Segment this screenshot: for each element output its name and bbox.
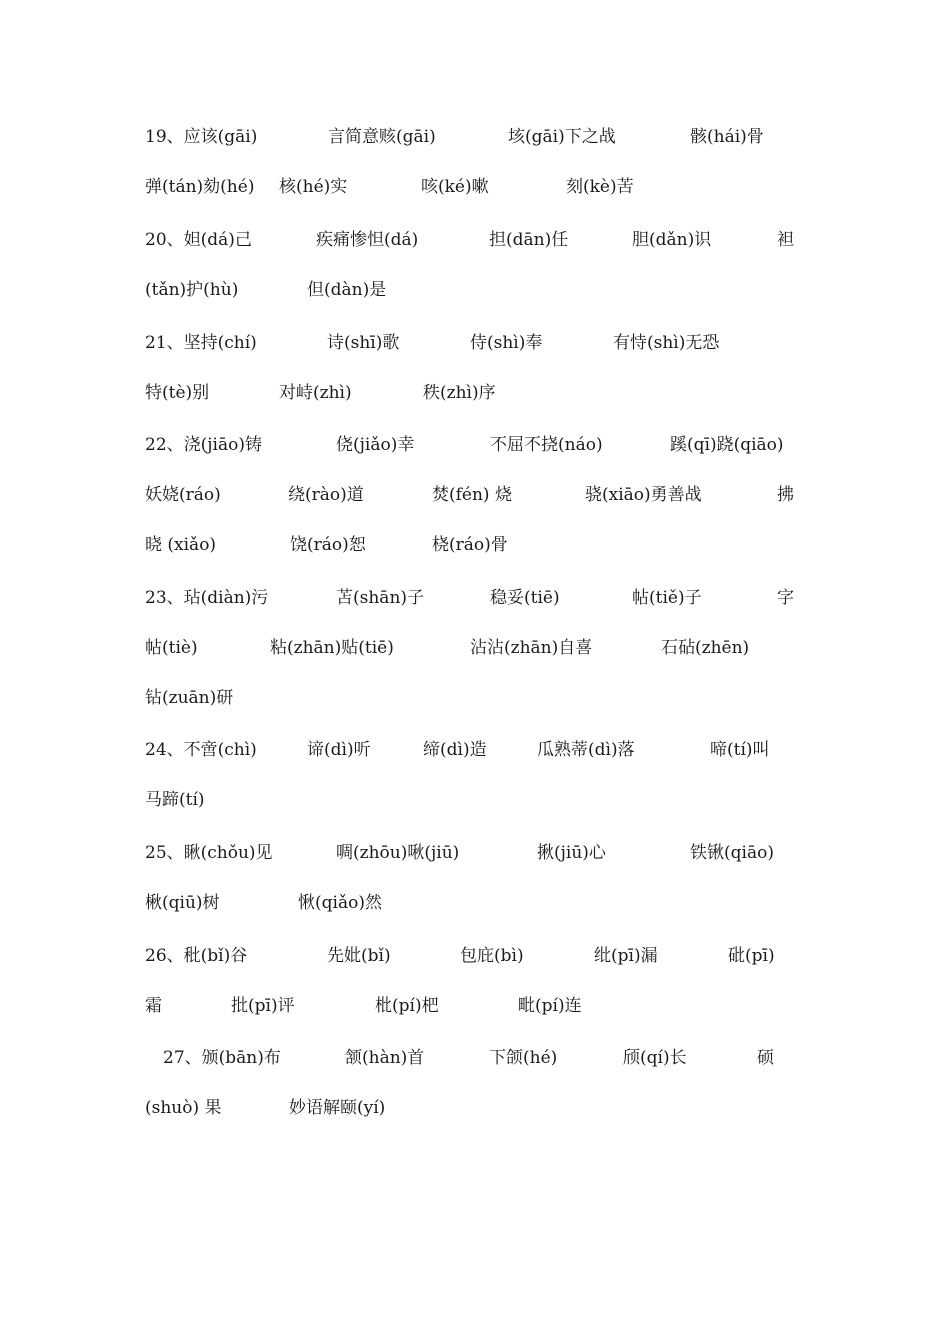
pinyin-entry: 骁(xiāo)勇善战 (585, 485, 702, 505)
pinyin-entry: (shuò) 果 (145, 1098, 222, 1118)
pinyin-entry: 19、应该(gāi) (145, 127, 258, 147)
pinyin-entry: 21、坚持(chí) (145, 333, 257, 353)
text-line (0, 225, 950, 255)
text-line (0, 1093, 950, 1123)
pinyin-entry: 担(dān)任 (489, 230, 569, 250)
pinyin-entry: 下颌(hé) (489, 1048, 558, 1068)
text-line (0, 430, 950, 460)
pinyin-entry: 27、颁(bān)布 (163, 1048, 281, 1068)
pinyin-entry: 稳妥(tiē) (490, 588, 560, 608)
text-line (0, 1043, 950, 1073)
text-line (0, 172, 950, 202)
pinyin-entry: 侥(jiǎo)幸 (336, 435, 415, 455)
pinyin-entry: 帖(tiè) (145, 638, 198, 658)
pinyin-entry: 枇(pí)杷 (375, 996, 439, 1016)
pinyin-entry: 秩(zhì)序 (423, 383, 496, 403)
pinyin-entry: 26、秕(bǐ)谷 (145, 946, 248, 966)
pinyin-entry: 袒 (777, 230, 794, 250)
text-line (0, 991, 950, 1021)
pinyin-entry: 霜 (145, 996, 162, 1016)
pinyin-entry: 蹊(qī)跷(qiāo) (670, 435, 784, 455)
pinyin-entry: 不屈不挠(náo) (490, 435, 603, 455)
pinyin-entry: 先妣(bǐ) (327, 946, 391, 966)
pinyin-entry: 胆(dǎn)识 (632, 230, 712, 250)
pinyin-entry: 批(pī)评 (231, 996, 295, 1016)
pinyin-entry: 特(tè)别 (145, 383, 210, 403)
pinyin-entry: 焚(fén) 烧 (432, 485, 512, 505)
pinyin-entry: 饶(ráo)恕 (290, 535, 366, 555)
pinyin-entry: 垓(gāi)下之战 (508, 127, 616, 147)
pinyin-entry: 砒(pī) (728, 946, 775, 966)
pinyin-entry: 颔(hàn)首 (345, 1048, 425, 1068)
text-line (0, 583, 950, 613)
pinyin-entry: 但(dàn)是 (307, 280, 387, 300)
pinyin-entry: 晓 (xiǎo) (145, 535, 217, 555)
pinyin-entry: 绕(rào)道 (288, 485, 364, 505)
pinyin-entry: 硕 (757, 1048, 774, 1068)
pinyin-entry: 石砧(zhēn) (661, 638, 750, 658)
pinyin-entry: 有恃(shì)无恐 (613, 333, 720, 353)
pinyin-entry: 纰(pī)漏 (594, 946, 658, 966)
pinyin-entry: 啼(tí)叫 (710, 740, 770, 760)
pinyin-entry: 帖(tiě)子 (632, 588, 702, 608)
pinyin-entry: 铁锹(qiāo) (690, 843, 774, 863)
pinyin-entry: 包庇(bì) (460, 946, 524, 966)
pinyin-entry: 桡(ráo)骨 (432, 535, 508, 555)
text-line (0, 480, 950, 510)
text-line (0, 838, 950, 868)
pinyin-entry: 22、浇(jiāo)铸 (145, 435, 262, 455)
pinyin-entry: 核(hé)实 (279, 177, 348, 197)
pinyin-entry: 刻(kè)苦 (566, 177, 634, 197)
pinyin-entry: 25、瞅(chǒu)见 (145, 843, 273, 863)
pinyin-entry: 钻(zuān)研 (145, 688, 234, 708)
pinyin-entry: 谛(dì)听 (307, 740, 371, 760)
pinyin-entry: 瓜熟蒂(dì)落 (537, 740, 635, 760)
pinyin-entry: 揪(jiū)心 (537, 843, 606, 863)
pinyin-entry: 马蹄(tí) (145, 790, 205, 810)
pinyin-entry: 妙语解颐(yí) (289, 1098, 386, 1118)
pinyin-entry: 疾痛惨怛(dá) (316, 230, 419, 250)
pinyin-entry: 侍(shì)奉 (470, 333, 543, 353)
text-line (0, 328, 950, 358)
pinyin-entry: (tǎn)护(hù) (145, 280, 239, 300)
text-line (0, 378, 950, 408)
text-line (0, 941, 950, 971)
pinyin-entry: 诗(shī)歌 (327, 333, 400, 353)
pinyin-entry: 字 (777, 588, 794, 608)
pinyin-entry: 妖娆(ráo) (145, 485, 221, 505)
pinyin-entry: 愀(qiǎo)然 (298, 893, 382, 913)
pinyin-entry: 23、玷(diàn)污 (145, 588, 269, 608)
pinyin-entry: 啁(zhōu)啾(jiū) (336, 843, 460, 863)
pinyin-entry: 言简意赅(gāi) (328, 127, 436, 147)
text-line (0, 633, 950, 663)
pinyin-entry: 拂 (777, 485, 794, 505)
pinyin-entry: 苫(shān)子 (336, 588, 425, 608)
pinyin-entry: 20、妲(dá)己 (145, 230, 252, 250)
pinyin-entry: 24、不啻(chì) (145, 740, 257, 760)
pinyin-entry: 咳(ké)嗽 (421, 177, 489, 197)
pinyin-entry: 粘(zhān)贴(tiē) (270, 638, 394, 658)
pinyin-entry: 骸(hái)骨 (690, 127, 764, 147)
pinyin-entry: 弹(tán)劾(hé) (145, 177, 255, 197)
pinyin-entry: 对峙(zhì) (279, 383, 352, 403)
text-line (0, 530, 950, 560)
text-line (0, 888, 950, 918)
text-line (0, 735, 950, 765)
pinyin-entry: 颀(qí)长 (623, 1048, 687, 1068)
text-line (0, 785, 950, 815)
text-line (0, 683, 950, 713)
text-line (0, 122, 950, 152)
pinyin-entry: 沾沾(zhān)自喜 (470, 638, 593, 658)
pinyin-entry: 楸(qiū)树 (145, 893, 220, 913)
pinyin-entry: 缔(dì)造 (423, 740, 487, 760)
text-line (0, 275, 950, 305)
pinyin-entry: 毗(pí)连 (518, 996, 582, 1016)
